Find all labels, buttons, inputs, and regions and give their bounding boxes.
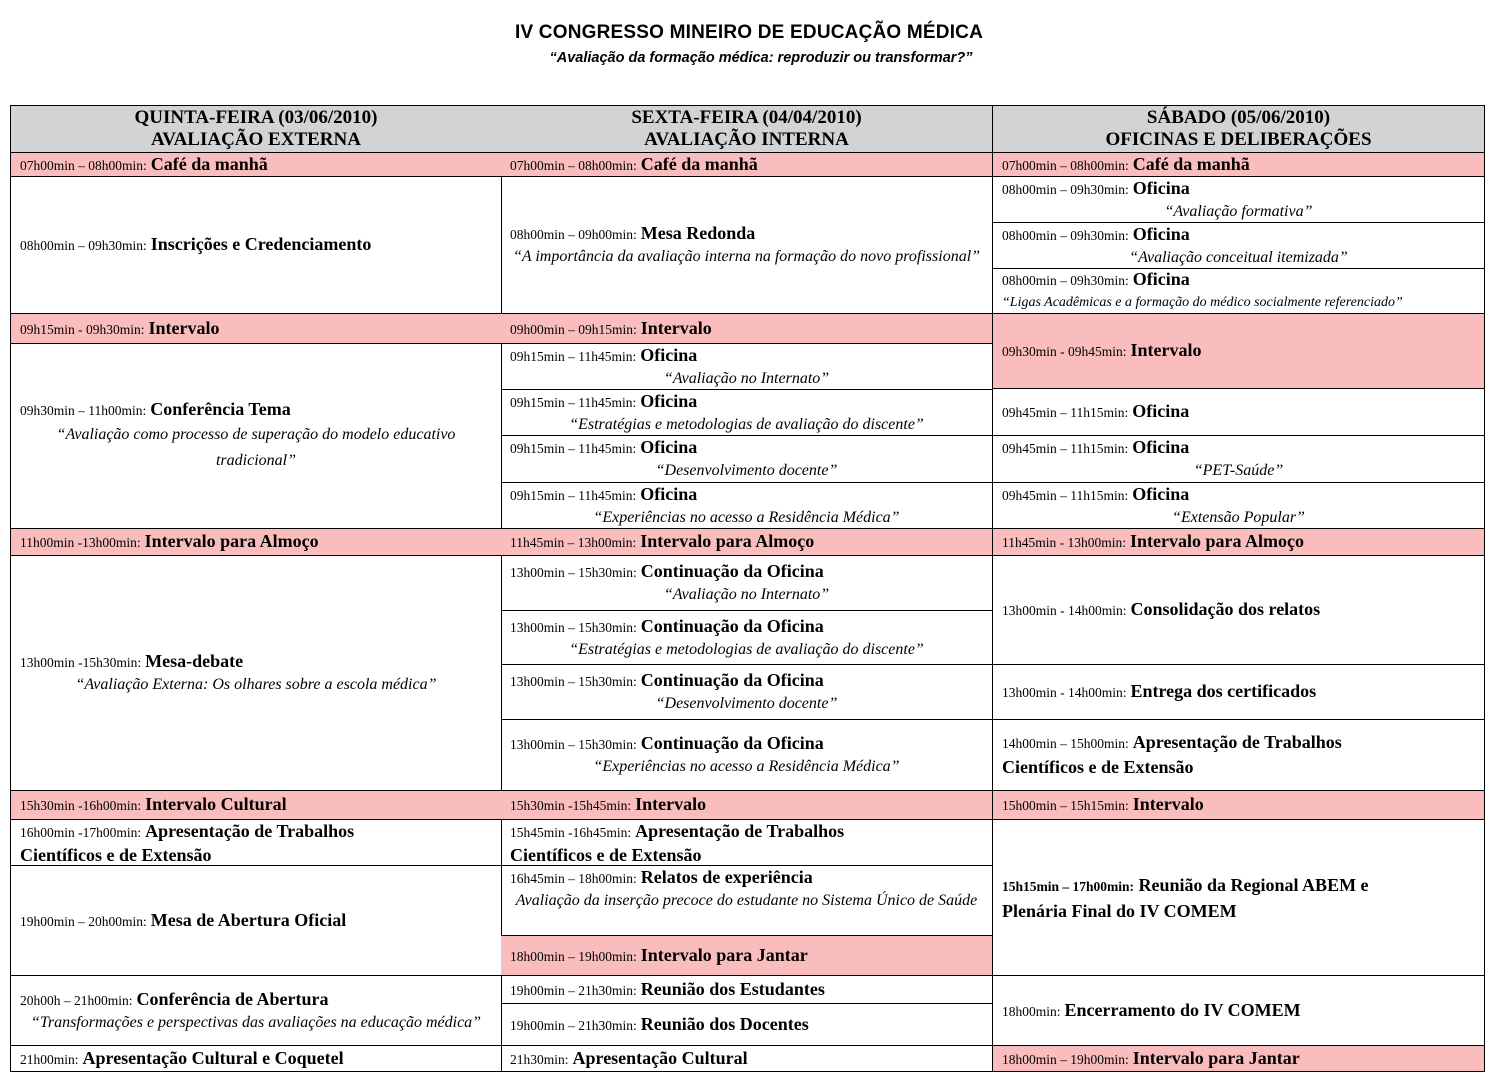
event-subtitle: “Ligas Acadêmicas e a formação do médico socialmente referenciado” (1002, 295, 1403, 310)
time-range: 19h00min – 20h00min: (20, 913, 147, 929)
event-subtitle: “Avaliação formativa” (1164, 202, 1313, 220)
event-title: Oficina (1132, 401, 1190, 421)
event-title: Intervalo para Jantar (640, 944, 808, 965)
schedule-cell (501, 610, 992, 664)
event-title: Mesa-debate (145, 651, 244, 671)
event-title: Continuação da Oficina (640, 561, 824, 581)
document-subtitle: “Avaliação da formação médica: reproduzir ou transformar?” (549, 50, 973, 66)
schedule-cell (993, 152, 1484, 176)
schedule-cell (501, 152, 992, 176)
header-day: SEXTA-FEIRA (04/04/2010) (631, 107, 862, 128)
time-range: 08h00min – 09h00min: (510, 227, 637, 242)
schedule-column-saturday (993, 105, 1485, 1072)
schedule-cell (11, 176, 501, 313)
event-title: Oficina (1132, 269, 1190, 289)
event-subtitle: “Estratégias e metodologias de avaliação do discente” (569, 415, 924, 433)
event-subtitle: “Estratégias e metodologias de avaliação do discente” (569, 640, 924, 658)
event-title: Intervalo (148, 317, 220, 338)
schedule-cell (993, 719, 1484, 790)
time-range: 09h15min – 11h45min: (510, 487, 637, 503)
time-range: 13h00min – 15h30min: (510, 565, 637, 580)
schedule-cell (501, 313, 992, 343)
schedule-cell (993, 435, 1484, 482)
time-range: 21h30min: (510, 1051, 569, 1067)
time-range: 13h00min – 15h30min: (510, 737, 637, 752)
time-range: 11h00min -13h00min: (20, 535, 141, 550)
time-range: 21h00min: (20, 1051, 79, 1067)
schedule-cell (11, 343, 501, 528)
column-header (993, 105, 1484, 152)
schedule-cell (11, 528, 501, 555)
event-title: Apresentação de Trabalhos (145, 820, 355, 841)
schedule-cell (993, 819, 1484, 975)
schedule-cell (501, 819, 992, 865)
schedule-cell (501, 528, 992, 555)
time-range: 13h00min – 15h30min: (510, 619, 637, 635)
time-range: 14h00min – 15h00min: (1002, 736, 1129, 751)
event-subtitle: “Transformações e perspectivas das avaliações na educação médica” (30, 1013, 482, 1031)
event-subtitle: “Experiências no acesso a Residência Médica” (593, 758, 900, 775)
event-subtitle: Avaliação da inserção precoce do estudante no Sistema Único de Saúde (515, 892, 978, 909)
time-range: 08h00min – 09h30min: (1002, 227, 1129, 243)
time-range: 18h00min: (1002, 1003, 1061, 1019)
header-theme: AVALIAÇÃO INTERNA (644, 129, 849, 150)
schedule-cell (501, 176, 992, 313)
event-title: Reunião dos Estudantes (640, 978, 825, 999)
event-title: Apresentação Cultural (572, 1047, 748, 1068)
schedule-cell (501, 482, 992, 528)
event-title: Intervalo (640, 317, 712, 338)
schedule-cell (501, 975, 992, 1003)
time-range: 18h00min – 19h00min: (1002, 1051, 1129, 1067)
schedule-cell (11, 975, 501, 1045)
event-subtitle: “Desenvolvimento docente” (655, 695, 838, 712)
event-title: Intervalo Cultural (145, 794, 287, 814)
time-range: 09h00min – 09h15min: (510, 321, 637, 337)
document-title: IV CONGRESSO MINEIRO DE EDUCAÇÃO MÉDICA (514, 22, 984, 43)
time-range: 13h00min -15h30min: (20, 655, 142, 670)
header-theme: OFICINAS E DELIBERAÇÕES (1105, 129, 1372, 150)
event-title: Oficina (1132, 437, 1190, 457)
header-theme: AVALIAÇÃO EXTERNA (151, 129, 361, 150)
header-day: SÁBADO (05/06/2010) (1146, 107, 1331, 128)
event-title: Intervalo para Almoço (144, 531, 319, 551)
schedule-cell (993, 482, 1484, 528)
event-title: Intervalo (1132, 794, 1204, 814)
event-title: Oficina (1132, 177, 1190, 198)
header-day: QUINTA-FEIRA (03/06/2010) (134, 107, 378, 128)
event-title: Café da manhã (1132, 153, 1250, 174)
event-title: Mesa Redonda (640, 223, 756, 243)
event-title: Oficina (640, 344, 698, 365)
event-title: Oficina (640, 390, 698, 411)
event-title: Oficina (1132, 223, 1190, 244)
schedule-cell (501, 435, 992, 482)
event-title: Encerramento do IV COMEM (1064, 999, 1301, 1020)
time-range: 07h00min – 08h00min: (510, 157, 637, 173)
schedule-cell (11, 819, 501, 865)
event-subtitle: “Avaliação no Internato” (663, 586, 830, 603)
time-range: 13h00min - 14h00min: (1002, 603, 1127, 618)
event-title: Reunião da Regional ABEM e (1138, 874, 1369, 895)
time-range: 15h30min -15h45min: (510, 798, 632, 813)
column-header (501, 105, 992, 152)
event-title: Conferência de Abertura (136, 988, 329, 1009)
time-range: 09h30min - 09h45min: (1002, 344, 1127, 359)
schedule-cell (11, 152, 501, 176)
schedule-cell (11, 790, 501, 819)
event-title: Intervalo (1130, 340, 1202, 360)
schedule-cell (501, 790, 992, 819)
time-range: 18h00min – 19h00min: (510, 948, 637, 964)
event-subtitle: “Extensão Popular” (1172, 508, 1305, 526)
event-title: Intervalo para Almoço (640, 531, 815, 551)
event-subtitle: “Avaliação no Internato” (663, 369, 830, 387)
event-title: Relatos de experiência (640, 867, 813, 887)
time-range: 15h30min -16h00min: (20, 798, 142, 813)
schedule-cell (993, 1045, 1484, 1072)
time-range: 08h00min – 09h30min: (1002, 181, 1129, 197)
time-range: 16h00min -17h00min: (20, 824, 142, 840)
schedule-column-thursday (10, 105, 502, 1072)
schedule-cell (11, 1045, 501, 1072)
event-title: Apresentação de Trabalhos (1132, 732, 1342, 752)
event-title-continued: Científicos e de Extensão (1002, 757, 1194, 777)
schedule-cell (993, 388, 1484, 435)
schedule-column-friday (501, 105, 993, 1072)
time-range: 09h45min – 11h15min: (1002, 441, 1129, 456)
event-title-continued: Plenária Final do IV COMEM (1002, 900, 1237, 921)
event-subtitle: “PET-Saúde” (1193, 462, 1284, 479)
time-range: 15h45min -16h45min: (510, 824, 632, 840)
time-range: 08h00min – 09h30min: (1002, 273, 1129, 288)
time-range: 16h45min – 18h00min: (510, 871, 637, 886)
event-title: Conferência Tema (150, 399, 291, 419)
event-subtitle: “Avaliação conceitual itemizada” (1129, 248, 1348, 266)
schedule-cell (501, 664, 992, 719)
schedule-cell (501, 343, 992, 389)
schedule-cell (11, 555, 501, 790)
event-subtitle: “Avaliação Externa: Os olhares sobre a escola médica” (75, 676, 437, 693)
time-range: 13h00min - 14h00min: (1002, 685, 1127, 700)
schedule-cell (501, 719, 992, 790)
event-title: Oficina (1132, 483, 1190, 504)
schedule-cell (501, 1045, 992, 1072)
schedule-cell (993, 975, 1484, 1045)
schedule-cell (993, 528, 1484, 555)
time-range: 15h00min – 15h15min: (1002, 798, 1129, 813)
schedule-cell (501, 1003, 992, 1045)
event-title: Intervalo (635, 794, 707, 814)
time-range: 13h00min – 15h30min: (510, 674, 637, 689)
schedule-cell (993, 555, 1484, 664)
time-range: 20h00h – 21h00min: (20, 992, 133, 1008)
event-title: Intervalo para Almoço (1130, 531, 1304, 551)
event-title: Oficina (640, 437, 698, 457)
schedule-cell (993, 176, 1484, 222)
time-range: 09h45min – 11h15min: (1002, 487, 1129, 503)
time-range: 08h00min – 09h30min: (20, 238, 147, 253)
event-title: Continuação da Oficina (640, 670, 824, 690)
time-range: 11h45min – 13h00min: (510, 535, 637, 550)
schedule-cell (993, 222, 1484, 268)
event-subtitle: “Avaliação como processo de superação do modelo educativo tradicional” (56, 426, 456, 469)
event-title: Consolidação dos relatos (1130, 599, 1321, 619)
schedule-cell (501, 865, 992, 935)
event-title: Continuação da Oficina (640, 615, 824, 636)
schedule-cell (993, 268, 1484, 313)
time-range: 09h15min – 11h45min: (510, 348, 637, 364)
event-title: Mesa de Abertura Oficial (150, 909, 347, 930)
event-title: Entrega dos certificados (1130, 681, 1317, 701)
schedule-cell (501, 389, 992, 435)
event-title: Café da manhã (150, 153, 268, 174)
time-range: 09h45min – 11h15min: (1002, 405, 1129, 420)
time-range: 09h15min – 11h45min: (510, 394, 637, 410)
time-range: 19h00min – 21h30min: (510, 982, 637, 998)
column-header (11, 105, 501, 152)
event-title: Reunião dos Docentes (640, 1013, 809, 1034)
schedule-cell (11, 865, 501, 975)
schedule-cell (993, 313, 1484, 388)
event-title: Apresentação Cultural e Coquetel (82, 1047, 344, 1068)
event-title: Continuação da Oficina (640, 733, 824, 753)
event-title: Intervalo para Jantar (1132, 1047, 1300, 1068)
event-title: Café da manhã (640, 153, 758, 174)
event-subtitle: “Desenvolvimento docente” (655, 462, 838, 479)
event-title: Apresentação de Trabalhos (635, 820, 845, 841)
schedule-cell (501, 935, 992, 975)
schedule-cell (993, 790, 1484, 819)
schedule-cell (501, 555, 992, 610)
time-range: 19h00min – 21h30min: (510, 1017, 637, 1033)
time-range: 07h00min – 08h00min: (1002, 157, 1129, 173)
event-subtitle: “Experiências no acesso a Residência Médica” (593, 508, 900, 526)
event-subtitle: “A importância da avaliação interna na formação do novo profissional” (512, 248, 981, 265)
time-range: 09h15min - 09h30min: (20, 321, 145, 337)
time-range: 11h45min - 13h00min: (1002, 535, 1126, 550)
event-title: Inscrições e Credenciamento (150, 234, 372, 254)
time-range: 09h30min – 11h00min: (20, 403, 147, 418)
event-title: Oficina (640, 483, 698, 504)
time-range: 15h15min – 17h00min: (1002, 878, 1135, 894)
schedule-cell (993, 664, 1484, 719)
schedule-cell (11, 313, 501, 343)
time-range: 07h00min – 08h00min: (20, 157, 147, 173)
time-range: 09h15min – 11h45min: (510, 441, 637, 456)
event-title-continued: Científicos e de Extensão (510, 844, 702, 865)
event-title-continued: Científicos e de Extensão (20, 844, 212, 865)
